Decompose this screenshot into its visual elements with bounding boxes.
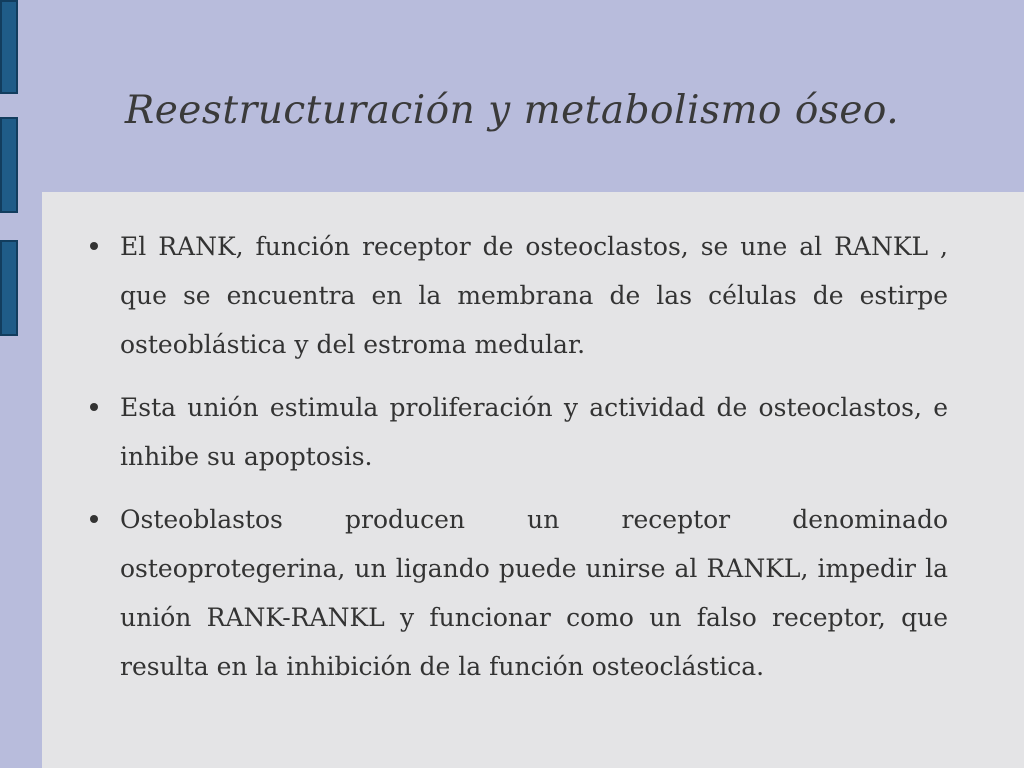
bullet-item-rank [90, 222, 948, 369]
bullet-text: Esta unión estimula proliferación y actividad de osteoclastos, e inhibe su apoptosis. [120, 393, 948, 471]
bullet-dot-icon [90, 515, 98, 523]
slide-title: Reestructuración y metabolismo óseo. [124, 88, 900, 133]
decorative-bar-bottom [0, 240, 18, 336]
bullet-item-osteoblastos [90, 495, 948, 691]
content-panel [42, 192, 1024, 768]
bullet-dot-icon [90, 403, 98, 411]
bullet-item-union [90, 383, 948, 481]
decorative-bar-top [0, 0, 18, 94]
bullet-list [90, 222, 948, 705]
bullet-dot-icon [90, 242, 98, 250]
bullet-text: Osteoblastos producen un receptor denominado osteoprotegerina, un ligando puede unirse al RANKL, impedir la unión RANK-RANKL y funcionar como un falso receptor, que resulta en la inhibición de la función osteoclástica. [120, 505, 948, 681]
bullet-text: El RANK, función receptor de osteoclastos, se une al RANKL , que se encuentra en la membrana de las células de estirpe osteoblástica y del estroma medular. [120, 232, 948, 359]
